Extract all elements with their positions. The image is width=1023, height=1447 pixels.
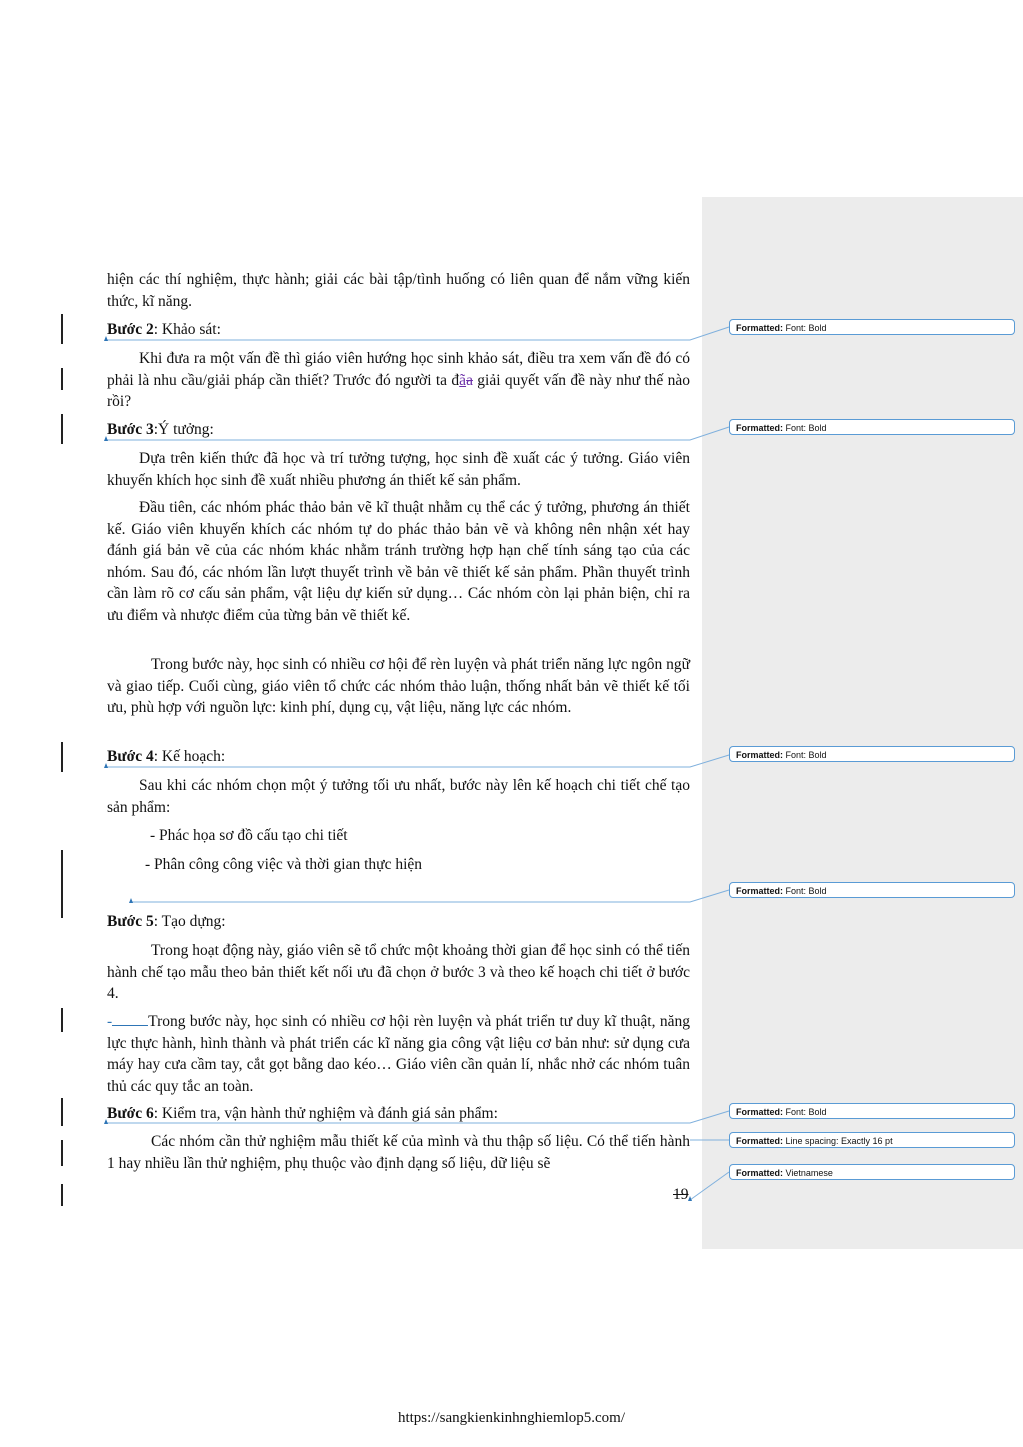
tracked-insertion[interactable]: ã xyxy=(459,371,467,389)
paragraph: Đầu tiên, các nhóm phác thảo bản vẽ kĩ thuật nhằm cụ thể các ý tưởng, phương án thiết kế. Giáo viên khuyến khích các nhóm tự do phác thảo bản vẽ và không nên nhận xét hay đánh giá bản vẽ của các nhóm khác nhằm tránh trường hợp hạn chế tính sáng tạo của các nhóm. Sau đó, các nhóm lần lượt thuyết trình về bản vẽ thiết kế sản phẩm. Phần thuyết trình cần làm rõ cơ cấu sản phẩm, vật liệu dự kiến sử dụng… Các nhóm còn lại phản biện, chỉ ra ưu điểm và nhược điểm của từng bản vẽ thiết kế. xyxy=(107,499,690,624)
step-label: Bước 4 xyxy=(107,748,154,765)
comment-value: Font: Bold xyxy=(783,750,827,760)
change-bar xyxy=(61,1184,63,1206)
change-bar xyxy=(61,414,63,444)
anchor-icon xyxy=(129,898,133,903)
paragraph: Dựa trên kiến thức đã học và trí tưởng tượng, học sinh đề xuất các ý tưởng. Giáo viên khuyến khích học sinh đề xuất nhiều phương án thiết kế sản phẩm. xyxy=(107,450,690,489)
comment-value: Font: Bold xyxy=(783,886,827,896)
step-6-heading xyxy=(107,1103,690,1125)
change-bar xyxy=(61,850,63,918)
list-item: - Phân công công việc và thời gian thực hiện xyxy=(145,856,423,873)
comment-value: Font: Bold xyxy=(783,423,827,433)
comment-value: Line spacing: Exactly 16 pt xyxy=(783,1136,893,1146)
comment-balloon[interactable] xyxy=(729,419,1015,435)
step-label: Bước 6 xyxy=(107,1105,154,1122)
tracked-deletion[interactable]: a xyxy=(466,371,473,389)
change-bar xyxy=(61,1140,63,1166)
paragraph: Sau khi các nhóm chọn một ý tưởng tối ưu nhất, bước này lên kế hoạch chi tiết chế tạo sản phẩm: xyxy=(107,777,690,816)
anchor-icon xyxy=(688,1196,692,1201)
comment-label: Formatted: xyxy=(736,1136,783,1146)
tracked-bullet: - xyxy=(107,1013,113,1030)
paragraph: Trong bước này, học sinh có nhiều cơ hội để rèn luyện và phát triển năng lực ngôn ngữ và giao tiếp. Cuối cùng, giáo viên tổ chức các nhóm thảo luận, thống nhất bản vẽ thiết kế tối ưu, phù hợp với nguồn lực: kinh phí, dụng cụ, vật liệu, năng lực các nhóm. xyxy=(107,656,690,716)
tab-marker xyxy=(112,1013,148,1026)
paragraph xyxy=(107,1011,690,1097)
anchor-icon xyxy=(104,436,108,441)
anchor-icon xyxy=(104,763,108,768)
comment-label: Formatted: xyxy=(736,886,783,896)
step-title: : Kế hoạch: xyxy=(153,748,226,765)
comment-value: Vietnamese xyxy=(783,1168,833,1178)
paragraph: hiện các thí nghiệm, thực hành; giải các bài tập/tình huống có liên quan để nắm vững kiến thức, kĩ năng. xyxy=(107,271,690,310)
paragraph-text: Khi đưa ra một vấn đề thì giáo viên hướng học sinh khảo sát, điều tra xem vấn đề đó có phải là nhu cầu/giải pháp cần thiết? Trước đó người ta đ xyxy=(107,350,690,389)
step-title: : Kiểm tra, vận hành thử nghiệm và đánh giá sản phẩm: xyxy=(153,1105,498,1122)
anchor-icon xyxy=(104,1119,108,1124)
step-2-heading xyxy=(107,319,690,341)
change-bar xyxy=(61,742,63,772)
step-label: Bước 3 xyxy=(107,421,154,438)
comment-value: Font: Bold xyxy=(783,1107,827,1117)
comments-pane xyxy=(702,197,1023,1249)
comment-balloon[interactable] xyxy=(729,1132,1015,1148)
comment-balloon[interactable] xyxy=(729,1164,1015,1180)
comment-balloon[interactable] xyxy=(729,1103,1015,1119)
step-3-heading xyxy=(107,419,690,441)
step-5-heading xyxy=(107,911,690,933)
comment-label: Formatted: xyxy=(736,750,783,760)
change-bar xyxy=(61,1008,63,1032)
comment-balloon[interactable] xyxy=(729,319,1015,335)
step-4-heading xyxy=(107,746,690,768)
step-title: :Ý tưởng: xyxy=(153,421,214,438)
comment-balloon[interactable] xyxy=(729,882,1015,898)
change-bar xyxy=(61,314,63,344)
page-number: 19 xyxy=(673,1186,689,1203)
step-label: Bước 5 xyxy=(107,913,154,930)
list-item: - Phác họa sơ đồ cấu tạo chi tiết xyxy=(150,827,348,844)
comment-label: Formatted: xyxy=(736,323,783,333)
step-title: : Khảo sát: xyxy=(153,321,221,338)
change-bar xyxy=(61,1098,63,1126)
comment-balloon[interactable] xyxy=(729,746,1015,762)
anchor-icon xyxy=(104,336,108,341)
paragraph-text: giải quyết vấn đề này như thế nào rồi? xyxy=(107,371,690,410)
paragraph-text: Trong bước này, học sinh có nhiều cơ hội rèn luyện và phát triển tư duy kĩ thuật, năng lực thực hành, hình thành và phát triển các kĩ năng gia công vật liệu cơ bản như: sử dụng cưa máy hay cưa cầm tay, cắt gọt bằng dao kéo… Giáo viên cần quản lí, nhắc nhở các nhóm tuân thủ các quy tắc an toàn. xyxy=(107,1013,690,1095)
comment-label: Formatted: xyxy=(736,423,783,433)
paragraph: Các nhóm cần thử nghiệm mẫu thiết kế của mình và thu thập số liệu. Có thể tiến hành 1 hay nhiều lần thử nghiệm, phụ thuộc vào định dạng số liệu, dữ liệu sẽ xyxy=(107,1133,690,1172)
comment-label: Formatted: xyxy=(736,1107,783,1117)
paragraph xyxy=(107,348,690,413)
comment-label: Formatted: xyxy=(736,1168,783,1178)
paragraph: Trong hoạt động này, giáo viên sẽ tổ chức một khoảng thời gian để học sinh có thể tiến hành chế tạo mẫu theo bản thiết kết nối ưu đã chọn ở bước 3 và theo kế hoạch chi tiết ở bước 4. xyxy=(107,942,690,1002)
step-title: : Tạo dựng: xyxy=(153,913,226,930)
footer-url[interactable]: https://sangkienkinhnghiemlop5.com/ xyxy=(397,1410,626,1426)
step-label: Bước 2 xyxy=(107,321,154,338)
comment-value: Font: Bold xyxy=(783,323,827,333)
change-bar xyxy=(61,368,63,390)
